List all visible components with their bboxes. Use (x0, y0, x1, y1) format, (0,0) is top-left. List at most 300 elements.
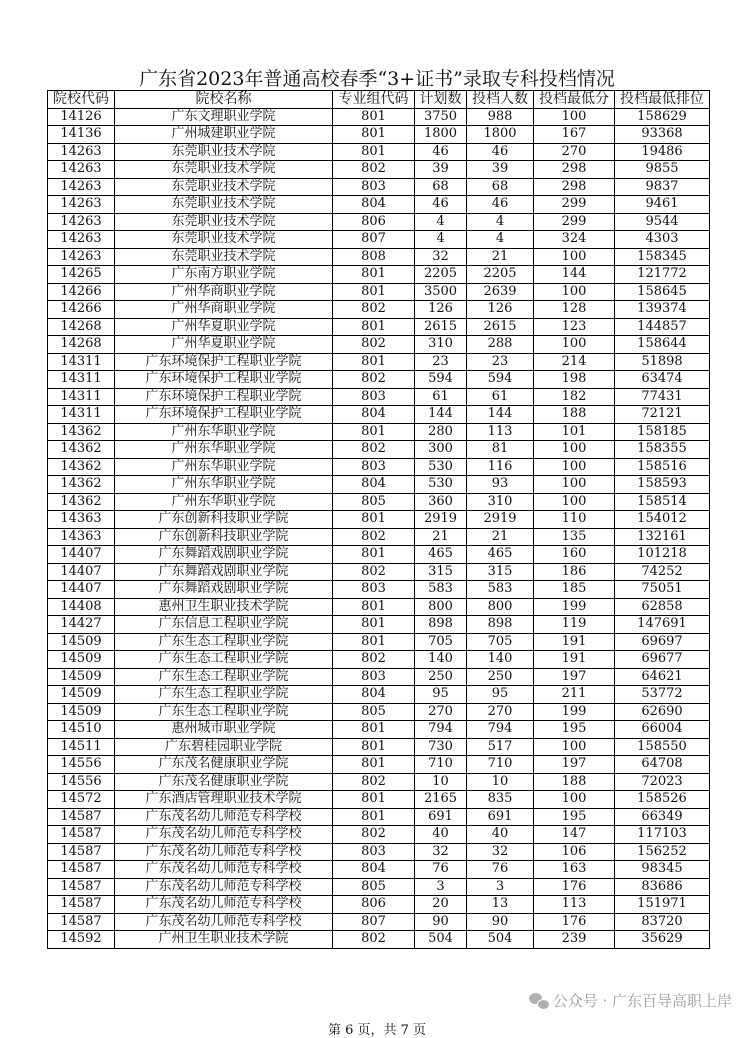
cell-plan-count: 360 (415, 493, 467, 511)
table-row (48, 126, 710, 144)
cell-min-rank: 147691 (615, 616, 710, 634)
cell-school-name: 广东茂名幼儿师范专科学校 (115, 861, 333, 879)
cell-admitted-count: 705 (467, 633, 534, 651)
cell-school-name: 广州东华职业学院 (115, 476, 333, 494)
cell-min-score: 214 (534, 353, 615, 371)
table-row (48, 773, 710, 791)
cell-plan-count: 898 (415, 616, 467, 634)
table-row (48, 843, 710, 861)
cell-school-name: 广东南方职业学院 (115, 266, 333, 284)
cell-group-code: 801 (333, 353, 415, 371)
table-row (48, 511, 710, 529)
cell-school-name: 东莞职业技术学院 (115, 231, 333, 249)
cell-group-code: 804 (333, 686, 415, 704)
table-row (48, 108, 710, 126)
cell-admitted-count: 2639 (467, 283, 534, 301)
table-row (48, 493, 710, 511)
cell-min-rank: 158644 (615, 336, 710, 354)
cell-min-score: 186 (534, 563, 615, 581)
cell-plan-count: 504 (415, 931, 467, 949)
cell-min-score: 299 (534, 196, 615, 214)
cell-min-score: 100 (534, 738, 615, 756)
cell-school-code: 14587 (48, 808, 115, 826)
cell-min-score: 298 (534, 178, 615, 196)
table-row (48, 353, 710, 371)
cell-admitted-count: 40 (467, 826, 534, 844)
cell-min-rank: 9855 (615, 161, 710, 179)
cell-min-score: 100 (534, 476, 615, 494)
cell-min-score: 195 (534, 721, 615, 739)
cell-school-name: 广东文理职业学院 (115, 108, 333, 126)
cell-min-rank: 9837 (615, 178, 710, 196)
cell-school-name: 广州城建职业学院 (115, 126, 333, 144)
cell-admitted-count: 126 (467, 301, 534, 319)
cell-group-code: 801 (333, 546, 415, 564)
cell-plan-count: 1800 (415, 126, 467, 144)
cell-school-name: 广东碧桂园职业学院 (115, 738, 333, 756)
cell-min-score: 100 (534, 336, 615, 354)
cell-plan-count: 2615 (415, 318, 467, 336)
cell-min-score: 191 (534, 633, 615, 651)
cell-plan-count: 144 (415, 406, 467, 424)
cell-min-score: 160 (534, 546, 615, 564)
cell-group-code: 801 (333, 738, 415, 756)
cell-admitted-count: 988 (467, 108, 534, 126)
cell-school-code: 14408 (48, 598, 115, 616)
header-group-code: 专业组代码 (333, 91, 415, 109)
cell-min-rank: 19486 (615, 143, 710, 161)
cell-min-score: 199 (534, 598, 615, 616)
cell-group-code: 803 (333, 843, 415, 861)
cell-min-score: 106 (534, 843, 615, 861)
cell-school-code: 14263 (48, 248, 115, 266)
cell-group-code: 801 (333, 126, 415, 144)
header-min-rank: 投档最低排位 (615, 91, 710, 109)
cell-min-score: 128 (534, 301, 615, 319)
cell-group-code: 801 (333, 756, 415, 774)
cell-min-rank: 72121 (615, 406, 710, 424)
cell-school-name: 广东生态工程职业学院 (115, 703, 333, 721)
cell-plan-count: 2919 (415, 511, 467, 529)
cell-plan-count: 250 (415, 668, 467, 686)
cell-group-code: 801 (333, 616, 415, 634)
cell-admitted-count: 270 (467, 703, 534, 721)
cell-admitted-count: 504 (467, 931, 534, 949)
header-min-score: 投档最低分 (534, 91, 615, 109)
cell-group-code: 801 (333, 598, 415, 616)
cell-min-score: 199 (534, 703, 615, 721)
cell-min-rank: 158550 (615, 738, 710, 756)
cell-school-name: 广东舞蹈戏剧职业学院 (115, 546, 333, 564)
cell-school-name: 广东环境保护工程职业学院 (115, 388, 333, 406)
cell-plan-count: 2165 (415, 791, 467, 809)
cell-plan-count: 39 (415, 161, 467, 179)
table-row (48, 896, 710, 914)
cell-school-code: 14363 (48, 511, 115, 529)
cell-school-code: 14587 (48, 878, 115, 896)
header-school-code: 院校代码 (48, 91, 115, 109)
cell-group-code: 805 (333, 703, 415, 721)
cell-plan-count: 40 (415, 826, 467, 844)
cell-min-score: 163 (534, 861, 615, 879)
table-row (48, 581, 710, 599)
cell-min-score: 110 (534, 511, 615, 529)
cell-school-code: 14572 (48, 791, 115, 809)
cell-school-name: 广东环境保护工程职业学院 (115, 353, 333, 371)
cell-plan-count: 280 (415, 423, 467, 441)
cell-min-rank: 69677 (615, 651, 710, 669)
cell-school-name: 广东环境保护工程职业学院 (115, 406, 333, 424)
cell-admitted-count: 800 (467, 598, 534, 616)
table-row (48, 808, 710, 826)
cell-min-rank: 64621 (615, 668, 710, 686)
cell-group-code: 807 (333, 231, 415, 249)
cell-school-code: 14509 (48, 668, 115, 686)
cell-group-code: 801 (333, 808, 415, 826)
cell-min-rank: 158185 (615, 423, 710, 441)
table-row (48, 388, 710, 406)
cell-min-rank: 158526 (615, 791, 710, 809)
cell-plan-count: 3750 (415, 108, 467, 126)
cell-plan-count: 95 (415, 686, 467, 704)
table-row (48, 336, 710, 354)
cell-min-score: 100 (534, 493, 615, 511)
cell-admitted-count: 310 (467, 493, 534, 511)
cell-school-name: 东莞职业技术学院 (115, 161, 333, 179)
cell-group-code: 801 (333, 266, 415, 284)
cell-plan-count: 61 (415, 388, 467, 406)
cell-group-code: 802 (333, 826, 415, 844)
cell-admitted-count: 10 (467, 773, 534, 791)
cell-school-name: 广州华夏职业学院 (115, 336, 333, 354)
cell-school-name: 东莞职业技术学院 (115, 178, 333, 196)
cell-admitted-count: 4 (467, 231, 534, 249)
cell-school-code: 14587 (48, 913, 115, 931)
cell-min-rank: 132161 (615, 528, 710, 546)
cell-school-name: 广东生态工程职业学院 (115, 686, 333, 704)
cell-school-name: 广东茂名幼儿师范专科学校 (115, 843, 333, 861)
cell-min-rank: 158593 (615, 476, 710, 494)
cell-plan-count: 3 (415, 878, 467, 896)
cell-min-score: 185 (534, 581, 615, 599)
cell-admitted-count: 113 (467, 423, 534, 441)
cell-plan-count: 68 (415, 178, 467, 196)
cell-school-code: 14263 (48, 178, 115, 196)
cell-school-code: 14362 (48, 458, 115, 476)
cell-school-code: 14362 (48, 493, 115, 511)
cell-school-code: 14587 (48, 826, 115, 844)
cell-plan-count: 76 (415, 861, 467, 879)
table-row (48, 458, 710, 476)
cell-group-code: 801 (333, 791, 415, 809)
table-row (48, 406, 710, 424)
cell-min-score: 144 (534, 266, 615, 284)
table-row (48, 878, 710, 896)
cell-admitted-count: 140 (467, 651, 534, 669)
cell-admitted-count: 3 (467, 878, 534, 896)
cell-school-code: 14263 (48, 213, 115, 231)
cell-admitted-count: 1800 (467, 126, 534, 144)
cell-group-code: 802 (333, 301, 415, 319)
cell-min-score: 298 (534, 161, 615, 179)
cell-min-score: 211 (534, 686, 615, 704)
admission-table (47, 90, 710, 949)
cell-min-rank: 35629 (615, 931, 710, 949)
cell-plan-count: 530 (415, 476, 467, 494)
cell-school-name: 广东创新科技职业学院 (115, 528, 333, 546)
table-row (48, 633, 710, 651)
cell-school-name: 广东创新科技职业学院 (115, 511, 333, 529)
cell-plan-count: 3500 (415, 283, 467, 301)
cell-admitted-count: 90 (467, 913, 534, 931)
table-row (48, 476, 710, 494)
table-row (48, 546, 710, 564)
cell-plan-count: 46 (415, 196, 467, 214)
cell-group-code: 802 (333, 563, 415, 581)
cell-min-score: 113 (534, 896, 615, 914)
table-row (48, 213, 710, 231)
cell-school-name: 广东信息工程职业学院 (115, 616, 333, 634)
cell-school-code: 14509 (48, 651, 115, 669)
cell-school-name: 广州华商职业学院 (115, 301, 333, 319)
cell-group-code: 802 (333, 931, 415, 949)
cell-min-score: 100 (534, 791, 615, 809)
cell-plan-count: 46 (415, 143, 467, 161)
cell-group-code: 804 (333, 861, 415, 879)
table-row (48, 248, 710, 266)
cell-school-code: 14592 (48, 931, 115, 949)
cell-min-rank: 4303 (615, 231, 710, 249)
table-row (48, 913, 710, 931)
cell-group-code: 808 (333, 248, 415, 266)
cell-plan-count: 23 (415, 353, 467, 371)
cell-school-code: 14136 (48, 126, 115, 144)
cell-group-code: 807 (333, 913, 415, 931)
cell-group-code: 802 (333, 161, 415, 179)
cell-group-code: 806 (333, 896, 415, 914)
cell-plan-count: 730 (415, 738, 467, 756)
cell-plan-count: 800 (415, 598, 467, 616)
cell-school-code: 14511 (48, 738, 115, 756)
cell-school-code: 14268 (48, 336, 115, 354)
cell-school-code: 14427 (48, 616, 115, 634)
cell-min-rank: 121772 (615, 266, 710, 284)
cell-min-score: 299 (534, 213, 615, 231)
cell-min-rank: 63474 (615, 371, 710, 389)
cell-min-score: 188 (534, 406, 615, 424)
cell-school-code: 14268 (48, 318, 115, 336)
cell-school-name: 广东茂名幼儿师范专科学校 (115, 826, 333, 844)
cell-min-score: 135 (534, 528, 615, 546)
cell-min-rank: 83720 (615, 913, 710, 931)
cell-plan-count: 4 (415, 213, 467, 231)
cell-min-score: 188 (534, 773, 615, 791)
cell-school-name: 广东茂名幼儿师范专科学校 (115, 913, 333, 931)
cell-group-code: 806 (333, 213, 415, 231)
cell-group-code: 801 (333, 108, 415, 126)
cell-min-score: 191 (534, 651, 615, 669)
cell-admitted-count: 93 (467, 476, 534, 494)
cell-admitted-count: 13 (467, 896, 534, 914)
cell-school-code: 14362 (48, 423, 115, 441)
cell-min-score: 198 (534, 371, 615, 389)
cell-min-score: 100 (534, 458, 615, 476)
cell-min-rank: 77431 (615, 388, 710, 406)
cell-group-code: 805 (333, 493, 415, 511)
cell-school-name: 广州华夏职业学院 (115, 318, 333, 336)
cell-school-name: 广东茂名幼儿师范专科学校 (115, 878, 333, 896)
cell-group-code: 801 (333, 423, 415, 441)
cell-min-score: 197 (534, 756, 615, 774)
cell-school-name: 广州华商职业学院 (115, 283, 333, 301)
table-row (48, 283, 710, 301)
cell-school-code: 14509 (48, 633, 115, 651)
table-row (48, 143, 710, 161)
cell-min-rank: 158629 (615, 108, 710, 126)
cell-plan-count: 140 (415, 651, 467, 669)
wechat-icon (529, 993, 549, 1009)
cell-school-code: 14263 (48, 196, 115, 214)
cell-min-score: 176 (534, 913, 615, 931)
page-title: 广东省2023年普通高校春季“3+证书”录取专科投档情况 (139, 68, 615, 90)
watermark-text: 公众号 · 广东百导高职上岸 (552, 992, 732, 1010)
table-row (48, 161, 710, 179)
cell-plan-count: 126 (415, 301, 467, 319)
cell-plan-count: 20 (415, 896, 467, 914)
cell-group-code: 801 (333, 143, 415, 161)
cell-plan-count: 705 (415, 633, 467, 651)
cell-school-code: 14510 (48, 721, 115, 739)
cell-admitted-count: 46 (467, 196, 534, 214)
cell-plan-count: 2205 (415, 266, 467, 284)
page-number: 第 6 页，共 7 页 (327, 1023, 427, 1038)
cell-group-code: 802 (333, 528, 415, 546)
cell-school-code: 14363 (48, 528, 115, 546)
table-row (48, 371, 710, 389)
cell-plan-count: 315 (415, 563, 467, 581)
cell-plan-count: 465 (415, 546, 467, 564)
cell-min-rank: 66004 (615, 721, 710, 739)
cell-school-code: 14266 (48, 301, 115, 319)
cell-group-code: 803 (333, 388, 415, 406)
cell-admitted-count: 32 (467, 843, 534, 861)
cell-min-rank: 9544 (615, 213, 710, 231)
cell-plan-count: 583 (415, 581, 467, 599)
cell-group-code: 803 (333, 458, 415, 476)
cell-group-code: 803 (333, 668, 415, 686)
cell-school-code: 14587 (48, 843, 115, 861)
cell-min-rank: 62858 (615, 598, 710, 616)
cell-group-code: 801 (333, 633, 415, 651)
cell-school-code: 14126 (48, 108, 115, 126)
cell-min-rank: 66349 (615, 808, 710, 826)
table-row (48, 598, 710, 616)
cell-min-score: 195 (534, 808, 615, 826)
table-row (48, 563, 710, 581)
table-row (48, 738, 710, 756)
table-row (48, 266, 710, 284)
cell-min-score: 239 (534, 931, 615, 949)
cell-school-code: 14556 (48, 773, 115, 791)
cell-school-code: 14407 (48, 581, 115, 599)
cell-school-name: 东莞职业技术学院 (115, 196, 333, 214)
cell-admitted-count: 517 (467, 738, 534, 756)
cell-school-code: 14263 (48, 161, 115, 179)
cell-min-score: 101 (534, 423, 615, 441)
cell-min-rank: 139374 (615, 301, 710, 319)
cell-min-rank: 9461 (615, 196, 710, 214)
cell-school-name: 广东舞蹈戏剧职业学院 (115, 581, 333, 599)
cell-min-rank: 98345 (615, 861, 710, 879)
cell-school-name: 东莞职业技术学院 (115, 143, 333, 161)
cell-school-code: 14509 (48, 686, 115, 704)
cell-admitted-count: 144 (467, 406, 534, 424)
cell-min-rank: 151971 (615, 896, 710, 914)
cell-admitted-count: 68 (467, 178, 534, 196)
cell-group-code: 801 (333, 318, 415, 336)
cell-school-name: 广州东华职业学院 (115, 458, 333, 476)
cell-min-rank: 158645 (615, 283, 710, 301)
cell-plan-count: 32 (415, 248, 467, 266)
cell-min-score: 147 (534, 826, 615, 844)
cell-group-code: 801 (333, 283, 415, 301)
cell-school-name: 广东茂名幼儿师范专科学校 (115, 808, 333, 826)
cell-admitted-count: 2919 (467, 511, 534, 529)
cell-min-rank: 158345 (615, 248, 710, 266)
cell-min-rank: 75051 (615, 581, 710, 599)
cell-school-code: 14311 (48, 353, 115, 371)
cell-school-code: 14556 (48, 756, 115, 774)
cell-school-name: 广东生态工程职业学院 (115, 633, 333, 651)
cell-plan-count: 710 (415, 756, 467, 774)
cell-admitted-count: 691 (467, 808, 534, 826)
cell-school-name: 广东茂名健康职业学院 (115, 756, 333, 774)
cell-school-name: 东莞职业技术学院 (115, 248, 333, 266)
cell-min-rank: 158514 (615, 493, 710, 511)
cell-school-code: 14407 (48, 546, 115, 564)
cell-min-score: 119 (534, 616, 615, 634)
cell-admitted-count: 835 (467, 791, 534, 809)
cell-school-code: 14311 (48, 388, 115, 406)
cell-min-rank: 74252 (615, 563, 710, 581)
cell-group-code: 802 (333, 773, 415, 791)
cell-admitted-count: 315 (467, 563, 534, 581)
cell-admitted-count: 76 (467, 861, 534, 879)
cell-group-code: 804 (333, 476, 415, 494)
cell-min-score: 100 (534, 248, 615, 266)
table-row (48, 301, 710, 319)
cell-admitted-count: 2615 (467, 318, 534, 336)
cell-school-name: 广东茂名健康职业学院 (115, 773, 333, 791)
cell-min-rank: 158355 (615, 441, 710, 459)
table-header-row (48, 91, 710, 109)
table-row (48, 178, 710, 196)
cell-school-name: 广州东华职业学院 (115, 441, 333, 459)
cell-min-rank: 117103 (615, 826, 710, 844)
cell-group-code: 802 (333, 336, 415, 354)
table-row (48, 721, 710, 739)
cell-admitted-count: 21 (467, 248, 534, 266)
cell-school-name: 东莞职业技术学院 (115, 213, 333, 231)
cell-min-rank: 158516 (615, 458, 710, 476)
table-row (48, 196, 710, 214)
table-row (48, 861, 710, 879)
cell-school-code: 14509 (48, 703, 115, 721)
cell-min-rank: 64708 (615, 756, 710, 774)
cell-min-rank: 101218 (615, 546, 710, 564)
cell-min-score: 100 (534, 108, 615, 126)
cell-min-rank: 72023 (615, 773, 710, 791)
